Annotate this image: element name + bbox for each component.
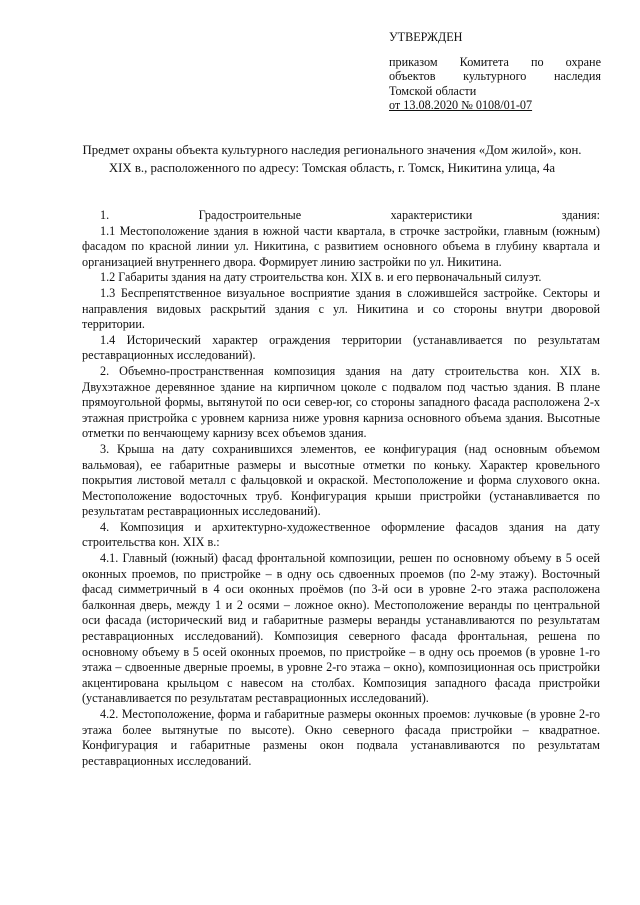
paragraph-1-4: 1.4 Исторический характер ограждения территории (устанавливается по результатам реставрационных исследований).	[82, 332, 600, 363]
approval-line-1: приказом Комитета по охране	[389, 54, 601, 69]
approval-heading: УТВЕРЖДЕН	[389, 30, 463, 44]
document-body	[82, 208, 600, 769]
paragraph-1: 1. Градостроительные характеристики здания:	[100, 208, 600, 222]
paragraph-4-1: 4.1. Главный (южный) фасад фронтальной композиции, решен по основному объему в 5 осей оконных проемов, по пристройке – в одну ось сдвоенных проемов (по 2-му этажу). Восточный фасад симметричный в 4 оси оконных проёмов (по 3-й оси в уровне 2-го этажа расположена балконная дверь, между 1 и 2 осями – ложное окно). Местоположение веранды по центральной оси фасада (исторический вид и габаритные размеры веранды устанавливаются по результатам реставрационных исследований). Композиция северного фасада фронтальная, решена по основному объему в 5 осей оконных проемов, по пристройке – в одну ось проемов (в уровне 1-го этажа – сдвоенные дверные проемы, в уровне 2-го этажа – окно), композиционная ось пристройки акцентирована крыльцом с навесом на столбах. Композиция западного фасада пристройки (устанавливается по результатам реставрационных исследований).	[82, 551, 600, 706]
paragraph-1-3: 1.3 Беспрепятственное визуальное восприятие здания в сложившейся застройке. Секторы и направления видовых раскрытий здания с ул. Никитина и со стороны внутри дворовой территории.	[82, 285, 600, 332]
paragraph-2: 2. Объемно-пространственная композиция здания на дату строительства кон. XIX в. Двухэтажное деревянное здание на кирпичном цоколе с подвалом под частью здания. В плане прямоугольной формы, вытянутой по оси север-юг, со стороны западного фасада расположена 2-х этажная пристройка с уровнем карниза ниже уровня карниза основного объема здания. Высотные отметки по венчающему карнизу всех объемов здания.	[82, 363, 600, 441]
paragraph-1-2: 1.2 Габариты здания на дату строительства кон. XIX в. и его первоначальный силуэт.	[100, 270, 542, 285]
paragraph-3: 3. Крыша на дату сохранившихся элементов, ее конфигурация (над основным объемом вальмовая), ее габаритные размеры и высотные отметки по коньку. Характер кровельного покрытия листовой металл с фальцовкой и окраской. Местоположение и форма слухового окна. Местоположение водосточных труб. Конфигурация крыши пристройки (устанавливается по результатам реставрационных исследований).	[82, 441, 600, 519]
approval-line-2: объектов культурного наследия	[389, 69, 601, 83]
document-title: Предмет охраны объекта культурного наследия регионального значения «Дом жилой», кон. XIX в., расположенного по адресу: Томская область, г. Томск, Никитина улица, 4а	[82, 143, 582, 176]
approval-date: от 13.08.2020 № 0108/01-07	[389, 98, 533, 112]
approval-line-3: Томской области	[389, 83, 477, 98]
paragraph-4: 4. Композиция и архитектурно-художественное оформление фасадов здания на дату строительства кон. XIX в.:	[82, 519, 600, 550]
paragraph-4-2: 4.2. Местоположение, форма и габаритные размеры оконных проемов: лучковые (в уровне 2-го этажа более вытянутые по высоте). Окно северного фасада пристройки – квадратное. Конфигурация и габаритные размены окон подвала устанавливаются по результатам реставрационных исследований.	[82, 707, 600, 768]
approval-stamp	[389, 30, 601, 113]
paragraph-1-1: 1.1 Местоположение здания в южной части квартала, в строчке застройки, главным (южным) фасадом по красной линии ул. Никитина, с развитием основного объема в глубину квартала и организацией внутреннего двора. Формирует линию застройки по ул. Никитина.	[82, 223, 600, 269]
